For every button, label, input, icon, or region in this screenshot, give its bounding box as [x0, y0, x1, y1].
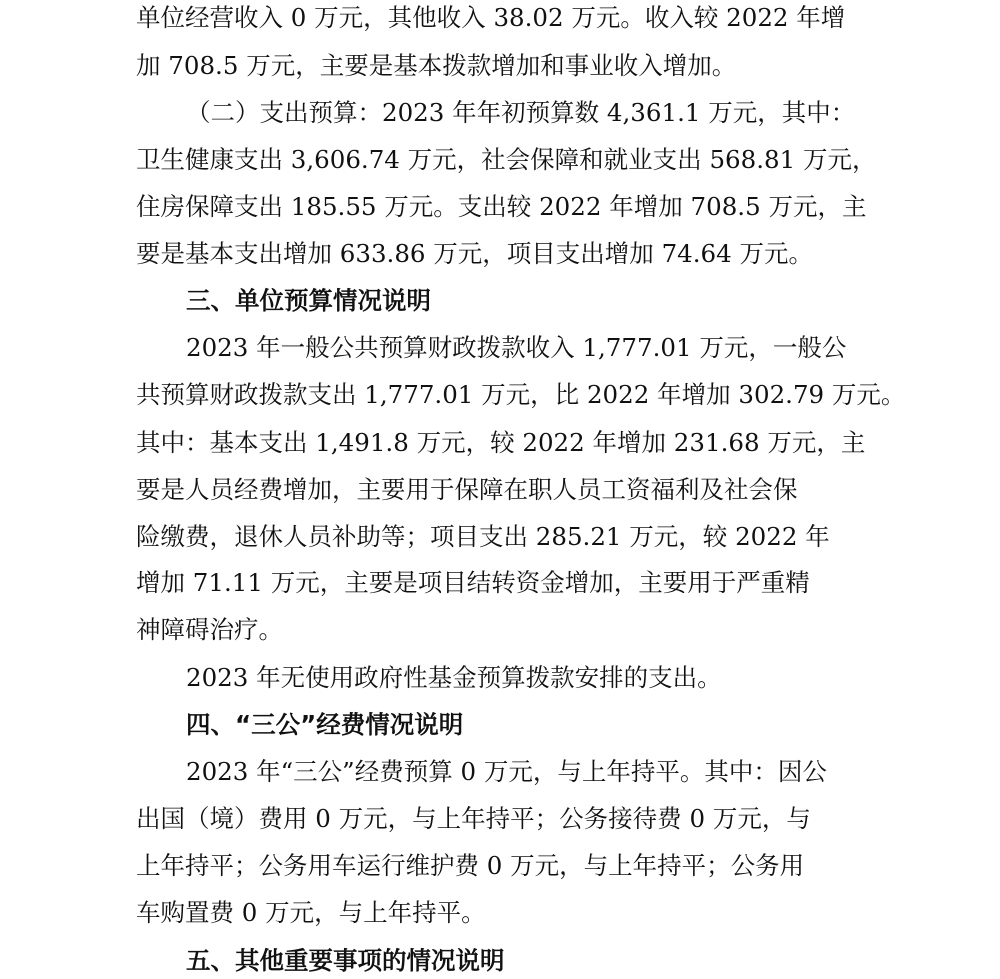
paragraph-line: 2023 年一般公共预算财政拨款收入 1,777.01 万元，一般公 — [186, 333, 847, 362]
paragraph-line: 加 708.5 万元，主要是基本拨款增加和事业收入增加。 — [136, 51, 737, 80]
section-heading: 五、其他重要事项的情况说明 — [186, 946, 505, 975]
paragraph-line: 共预算财政拨款支出 1,777.01 万元，比 2022 年增加 302.79 万元。 — [136, 380, 906, 409]
paragraph-line: 出国（境）费用 0 万元，与上年持平；公务接待费 0 万元，与 — [136, 804, 811, 833]
paragraph-line: （二）支出预算：2023 年年初预算数 4,361.1 万元，其中： — [186, 98, 856, 127]
paragraph-line: 增加 71.11 万元，主要是项目结转资金增加，主要用于严重精 — [136, 568, 810, 597]
section-heading: 三、单位预算情况说明 — [186, 286, 431, 315]
paragraph-line: 住房保障支出 185.55 万元。支出较 2022 年增加 708.5 万元，主 — [136, 192, 867, 221]
paragraph-line: 2023 年无使用政府性基金预算拨款安排的支出。 — [186, 663, 722, 692]
paragraph-line: 单位经营收入 0 万元，其他收入 38.02 万元。收入较 2022 年增 — [136, 3, 846, 32]
paragraph-line: 2023 年“三公”经费预算 0 万元，与上年持平。其中：因公 — [186, 757, 827, 786]
paragraph-line: 要是基本支出增加 633.86 万元，项目支出增加 74.64 万元。 — [136, 239, 814, 268]
paragraph-line: 其中：基本支出 1,491.8 万元，较 2022 年增加 231.68 万元，主 — [136, 428, 866, 457]
paragraph-line: 车购置费 0 万元，与上年持平。 — [136, 898, 486, 927]
section-heading: 四、“三公”经费情况说明 — [186, 710, 464, 739]
paragraph-line: 卫生健康支出 3,606.74 万元，社会保障和就业支出 568.81 万元， — [136, 145, 877, 174]
paragraph-line: 险缴费，退休人员补助等；项目支出 285.21 万元，较 2022 年 — [136, 522, 830, 551]
paragraph-line: 神障碍治疗。 — [136, 615, 283, 644]
paragraph-line: 上年持平；公务用车运行维护费 0 万元，与上年持平；公务用 — [136, 851, 805, 880]
paragraph-line: 要是人员经费增加，主要用于保障在职人员工资福利及社会保 — [136, 475, 798, 504]
